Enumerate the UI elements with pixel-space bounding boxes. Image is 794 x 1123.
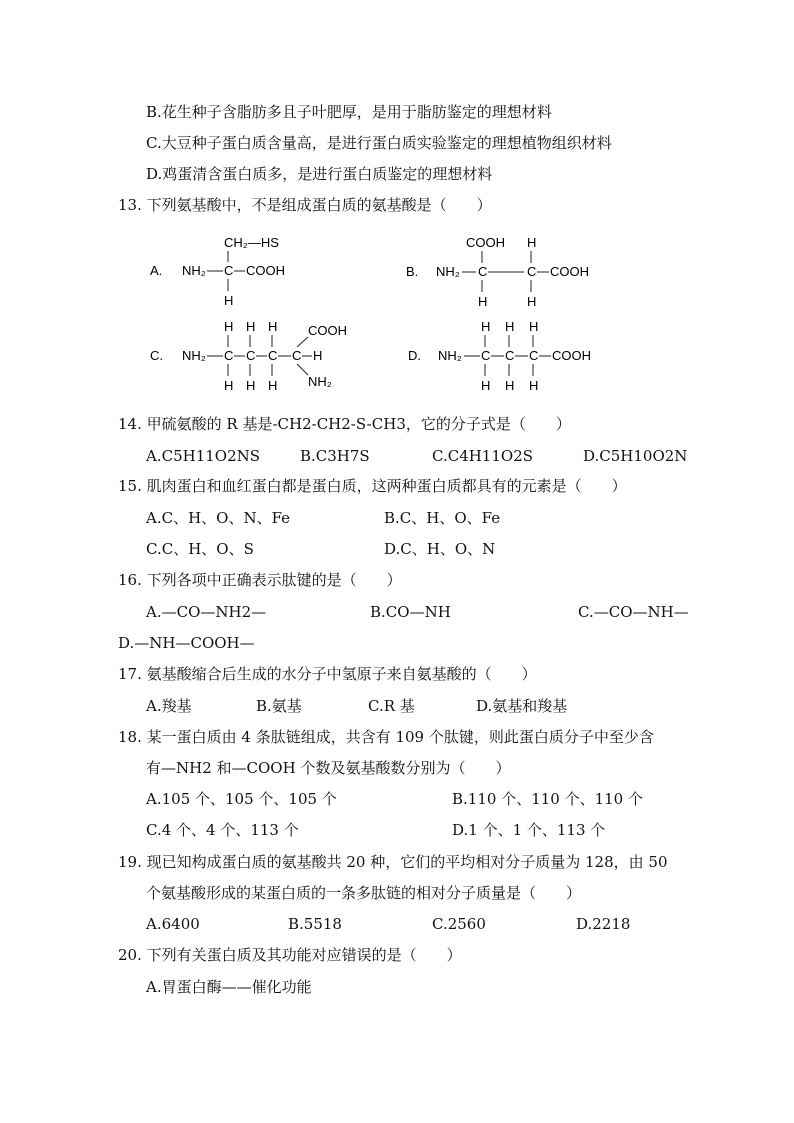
q15-stem: 15. 肌肉蛋白和血红蛋白都是蛋白质，这两种蛋白质都具有的元素是（ ） [118, 477, 627, 495]
atom-h: H [505, 378, 515, 393]
atom-nh2: NH₂ [182, 348, 206, 363]
atom-cooh: COOH [550, 264, 589, 279]
q16-stem: 16. 下列各项中正确表示肽键的是（ ） [118, 571, 402, 589]
q13-label-b: B. [406, 264, 419, 279]
atom-h: H [313, 348, 323, 363]
q18-option-b: B.110 个、110 个、110 个 [452, 790, 643, 808]
q16-option-a: A.—CO—NH2— [146, 603, 267, 621]
atom-h: H [505, 319, 515, 334]
q17-option-d: D.氨基和羧基 [476, 697, 568, 715]
atom-h: H [478, 294, 488, 309]
q12-option-d: D.鸡蛋清含蛋白质多，是进行蛋白质鉴定的理想材料 [146, 165, 493, 183]
q17-stem: 17. 氨基酸缩合后生成的水分子中氢原子来自氨基酸的（ ） [118, 665, 537, 683]
atom-h: H [224, 319, 234, 334]
q19-option-a: A.6400 [146, 915, 200, 933]
q17-option-a: A.羧基 [146, 697, 192, 715]
atom-nh2: NH₂ [438, 348, 462, 363]
atom-c: C [529, 348, 539, 363]
q19-stem-line1: 19. 现已知构成蛋白质的氨基酸共 20 种，它们的平均相对分子质量为 128，由 50 [118, 853, 668, 871]
q13-structure-c [150, 315, 370, 397]
q15-option-c: C.C、H、O、S [146, 540, 254, 558]
atom-c: C [224, 348, 234, 363]
atom-h: H [268, 319, 278, 334]
atom-c: C [246, 348, 256, 363]
q14-option-c: C.C4H11O2S [432, 447, 534, 465]
q14-option-a: A.C5H11O2NS [146, 447, 261, 465]
atom-h: H [268, 378, 278, 393]
q13-label-d: D. [408, 348, 421, 363]
q13-structure-b [406, 230, 596, 312]
q20-stem: 20. 下列有关蛋白质及其功能对应错误的是（ ） [118, 946, 462, 964]
q19-option-b: B.5518 [288, 915, 342, 933]
q16-option-c: C.—CO—NH— [578, 603, 689, 621]
q13-label-a: A. [150, 263, 163, 278]
atom-cooh: COOH [552, 348, 591, 363]
q18-option-d: D.1 个、1 个、113 个 [452, 821, 606, 839]
q12-option-c: C.大豆种子蛋白质含量高，是进行蛋白质实验鉴定的理想植物组织材料 [146, 134, 612, 152]
q13-structure-a [150, 230, 320, 312]
q18-option-c: C.4 个、4 个、113 个 [146, 821, 299, 839]
q13-label-c: C. [150, 348, 163, 363]
q20-option-a: A.胃蛋白酶——催化功能 [146, 978, 312, 996]
q14-stem: 14. 甲硫氨酸的 R 基是-CH2-CH2-S-CH3，它的分子式是（ ） [118, 415, 571, 433]
q18-option-a: A.105 个、105 个、105 个 [146, 790, 337, 808]
q15-option-a: A.C、H、O、N、Fe [146, 509, 291, 527]
q17-option-c: C.R 基 [368, 697, 415, 715]
q15-option-b: B.C、H、O、Fe [384, 509, 501, 527]
atom-nh2: NH₂ [182, 263, 206, 278]
q15-option-d: D.C、H、O、N [384, 540, 496, 558]
atom-h: H [481, 378, 491, 393]
atom-c: C [505, 348, 515, 363]
atom-c: C [268, 348, 278, 363]
atom-cooh: COOH [466, 235, 505, 250]
q16-option-d: D.—NH—COOH— [118, 634, 255, 652]
q13-stem: 13. 下列氨基酸中，不是组成蛋白质的氨基酸是（ ） [118, 196, 492, 214]
q14-option-b: B.C3H7S [300, 447, 370, 465]
q17-option-b: B.氨基 [256, 697, 302, 715]
q16-option-b: B.CO—NH [370, 603, 451, 621]
atom-cooh: COOH [246, 263, 285, 278]
atom-h: H [481, 319, 491, 334]
atom-h: H [246, 378, 256, 393]
atom-ch2hs: CH₂—HS [224, 235, 279, 250]
q19-option-d: D.2218 [576, 915, 631, 933]
atom-c: C [224, 263, 234, 278]
q13-structure-d [408, 315, 598, 397]
atom-h: H [527, 294, 537, 309]
q19-stem-line2: 个氨基酸形成的某蛋白质的一条多肽链的相对分子质量是（ ） [146, 884, 582, 902]
atom-h: H [527, 235, 537, 250]
q12-option-b: B.花生种子含脂肪多且子叶肥厚，是用于脂肪鉴定的理想材料 [146, 103, 552, 121]
atom-c: C [481, 348, 491, 363]
q18-stem-line1: 18. 某一蛋白质由 4 条肽链组成，共含有 109 个肽键，则此蛋白质分子中至少含 [118, 728, 654, 746]
atom-c: C [478, 264, 488, 279]
atom-nh2: NH₂ [308, 374, 332, 389]
atom-h: H [529, 378, 539, 393]
atom-cooh: COOH [308, 323, 347, 338]
atom-c: C [292, 348, 302, 363]
atom-h: H [224, 378, 234, 393]
q14-option-d: D.C5H10O2N [583, 447, 688, 465]
atom-h: H [246, 319, 256, 334]
atom-c: C [527, 264, 537, 279]
q19-option-c: C.2560 [432, 915, 486, 933]
q18-stem-line2: 有—NH2 和—COOH 个数及氨基酸数分别为（ ） [146, 759, 511, 777]
atom-h: H [224, 293, 234, 308]
atom-nh2: NH₂ [436, 264, 460, 279]
atom-h: H [529, 319, 539, 334]
